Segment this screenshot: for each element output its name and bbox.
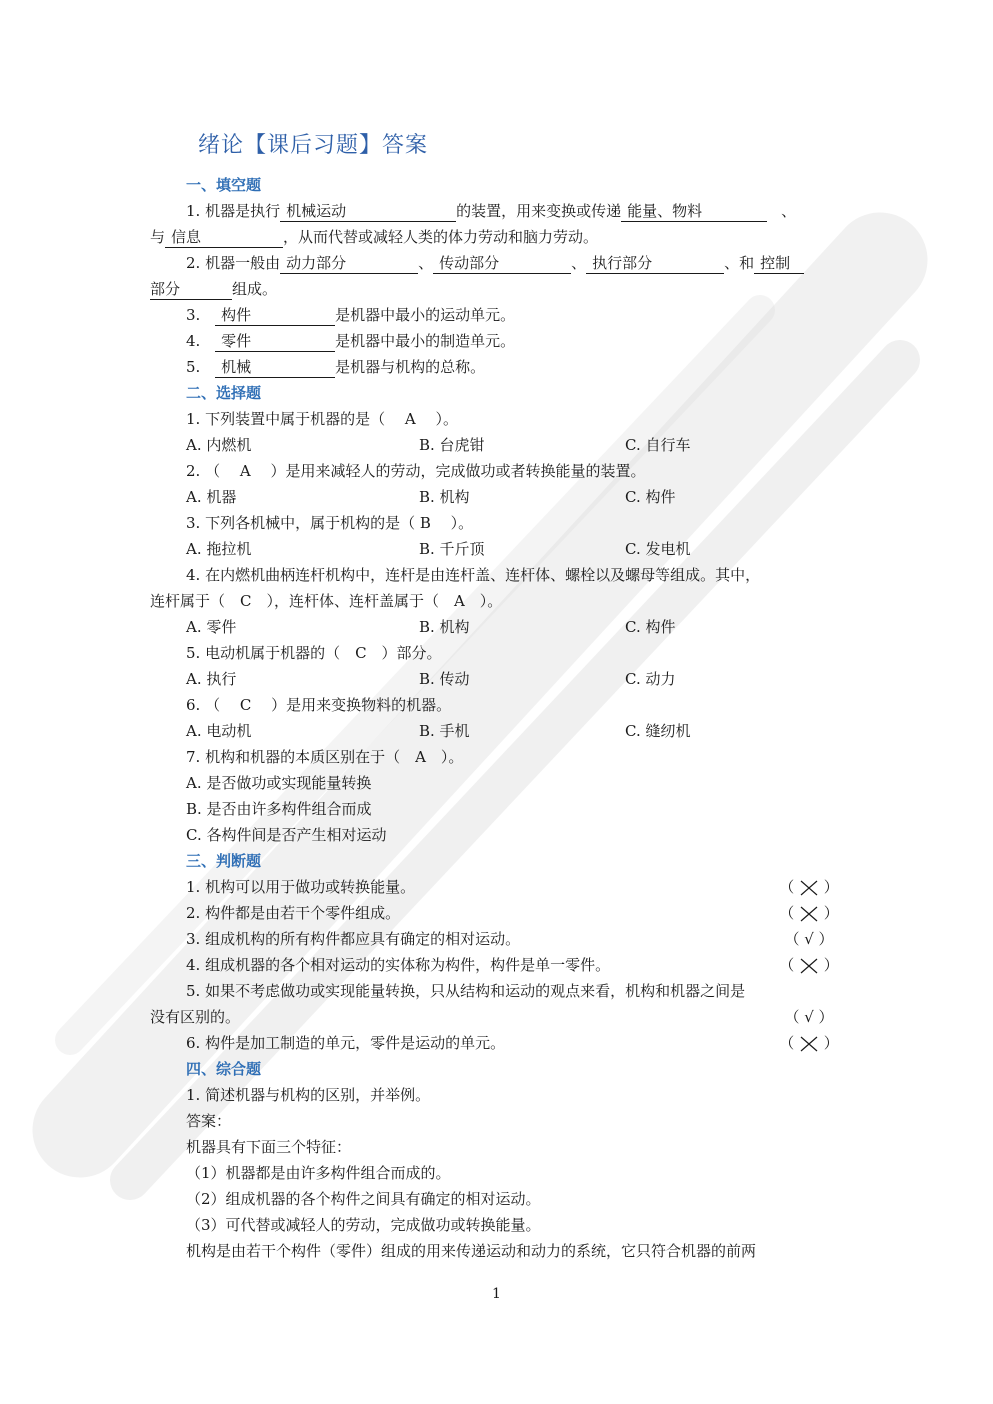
judge-mark: （ ） [779,1034,839,1052]
fill-q2-line1: 2. 机器一般由 动力部分 、 传动部分 、 执行部分 、和 控制 [186,250,845,276]
answer-feature-2: （2）组成机器的各个构件之间具有确定的相对运动。 [186,1190,541,1208]
cross-icon [799,1036,819,1052]
judge-q4: 4. 组成机器的各个相对运动的实体称为构件，构件是单一零件。 （ ） [186,952,845,978]
judge-q6: 6. 构件是加工制造的单元，零件是运动的单元。 （ ） [186,1030,845,1056]
section-fill: 一、填空题 [186,176,262,194]
answer-feature-3: （3）可代替或减轻人的劳动，完成做功或转换能量。 [186,1216,541,1234]
fill-answer: 部分 [150,279,232,300]
judge-q5-line1: 5. 如果不考虑做功或实现能量转换，只从结构和运动的观点来看，机构和机器之间是 [186,982,746,1000]
choice-q7-option-c: C. 各构件间是否产生相对运动 [186,826,387,844]
choice-q4-line2: 连杆属于（ C ），连杆体、连杆盖属于（ A ）。 [150,592,503,610]
fill-answer: 控制 [754,253,804,274]
judge-mark: （ √ ） [784,1008,834,1026]
judge-mark: （ ） [779,878,839,896]
judge-mark: （ √ ） [784,930,834,948]
judge-mark: （ ） [779,904,839,922]
cross-icon [799,958,819,974]
check-icon: √ [804,930,814,948]
fill-answer: 传动部分 [433,253,571,274]
fill-q1-line1: 1. 机器是执行 机械运动 的装置，用来变换或传递 能量、物料 、 [186,202,797,220]
choice-q5: 5. 电动机属于机器的（ C ）部分。 [186,644,442,662]
choice-q3-options: A. 拖拉机 B. 千斤顶 C. 发电机 [186,540,691,558]
page-number: 1 [492,1286,501,1302]
section-comprehensive: 四、综合题 [186,1060,262,1078]
answer-label: 答案： [186,1112,232,1130]
fill-q4: 4. 零件 是机器中最小的制造单元。 [186,332,516,350]
choice-q2: 2. （ A ）是用来减轻人的劳动，完成做功或者转换能量的装置。 [186,462,646,480]
choice-q7-option-a: A. 是否做功或实现能量转换 [186,774,372,792]
comprehensive-q1: 1. 简述机器与机构的区别，并举例。 [186,1086,431,1104]
choice-q7: 7. 机构和机器的本质区别在于（ A ）。 [186,748,464,766]
fill-q3: 3. 构件 是机器中最小的运动单元。 [186,306,516,324]
choice-q5-options: A. 执行 B. 传动 C. 动力 [186,670,676,688]
cross-icon [799,906,819,922]
choice-q4-line1: 4. 在内燃机曲柄连杆机构中，连杆是由连杆盖、连杆体、螺栓以及螺母等组成。其中， [186,566,761,584]
choice-q4-options: A. 零件 B. 机构 C. 构件 [186,618,676,636]
document-body [150,128,845,1264]
choice-q1: 1. 下列装置中属于机器的是（ A ）。 [186,410,458,428]
fill-q2-line2: 部分 组成。 [150,280,278,298]
fill-answer: 能量、物料 [621,201,767,222]
judge-mark: （ ） [779,956,839,974]
fill-answer: 构件 [215,305,335,326]
judge-q3: 3. 组成机构的所有构件都应具有确定的相对运动。 （ √ ） [186,926,845,952]
fill-answer: 零件 [215,331,335,352]
answer-last-line: 机构是由若干个构件（零件）组成的用来传递运动和动力的系统，它只符合机器的前两 [186,1242,757,1260]
fill-answer: 信息 [165,227,283,248]
judge-q2: 2. 构件都是由若干个零件组成。 （ ） [186,900,845,926]
page-title: 绪论【课后习题】答案 [198,133,429,158]
fill-q1-line2: 与 信息 ，从而代替或减轻人类的体力劳动和脑力劳动。 [150,228,599,246]
section-choice: 二、选择题 [186,384,262,402]
choice-q7-option-b: B. 是否由许多构件组合而成 [186,800,372,818]
choice-q6-options: A. 电动机 B. 手机 C. 缝纫机 [186,722,691,740]
fill-answer: 机械 [215,357,335,378]
answer-feature-1: （1）机器都是由许多构件组合而成的。 [186,1164,451,1182]
cross-icon [799,880,819,896]
fill-answer: 执行部分 [586,253,724,274]
section-judge: 三、判断题 [186,852,262,870]
check-icon: √ [804,1008,814,1026]
choice-q6: 6. （ C ）是用来变换物料的机器。 [186,696,452,714]
answer-intro: 机器具有下面三个特征： [186,1138,352,1156]
choice-q2-options: A. 机器 B. 机构 C. 构件 [186,488,676,506]
choice-q3: 3. 下列各机械中，属于机构的是（ B ）。 [186,514,474,532]
judge-q1: 1. 机构可以用于做功或转换能量。 （ ） [186,874,845,900]
judge-q5-line2: 没有区别的。 （ √ ） [150,1004,845,1030]
fill-q5: 5. 机械 是机器与机构的总称。 [186,358,486,376]
fill-answer: 机械运动 [280,201,456,222]
choice-q1-options: A. 内燃机 B. 台虎钳 C. 自行车 [186,436,691,454]
fill-answer: 动力部分 [280,253,418,274]
